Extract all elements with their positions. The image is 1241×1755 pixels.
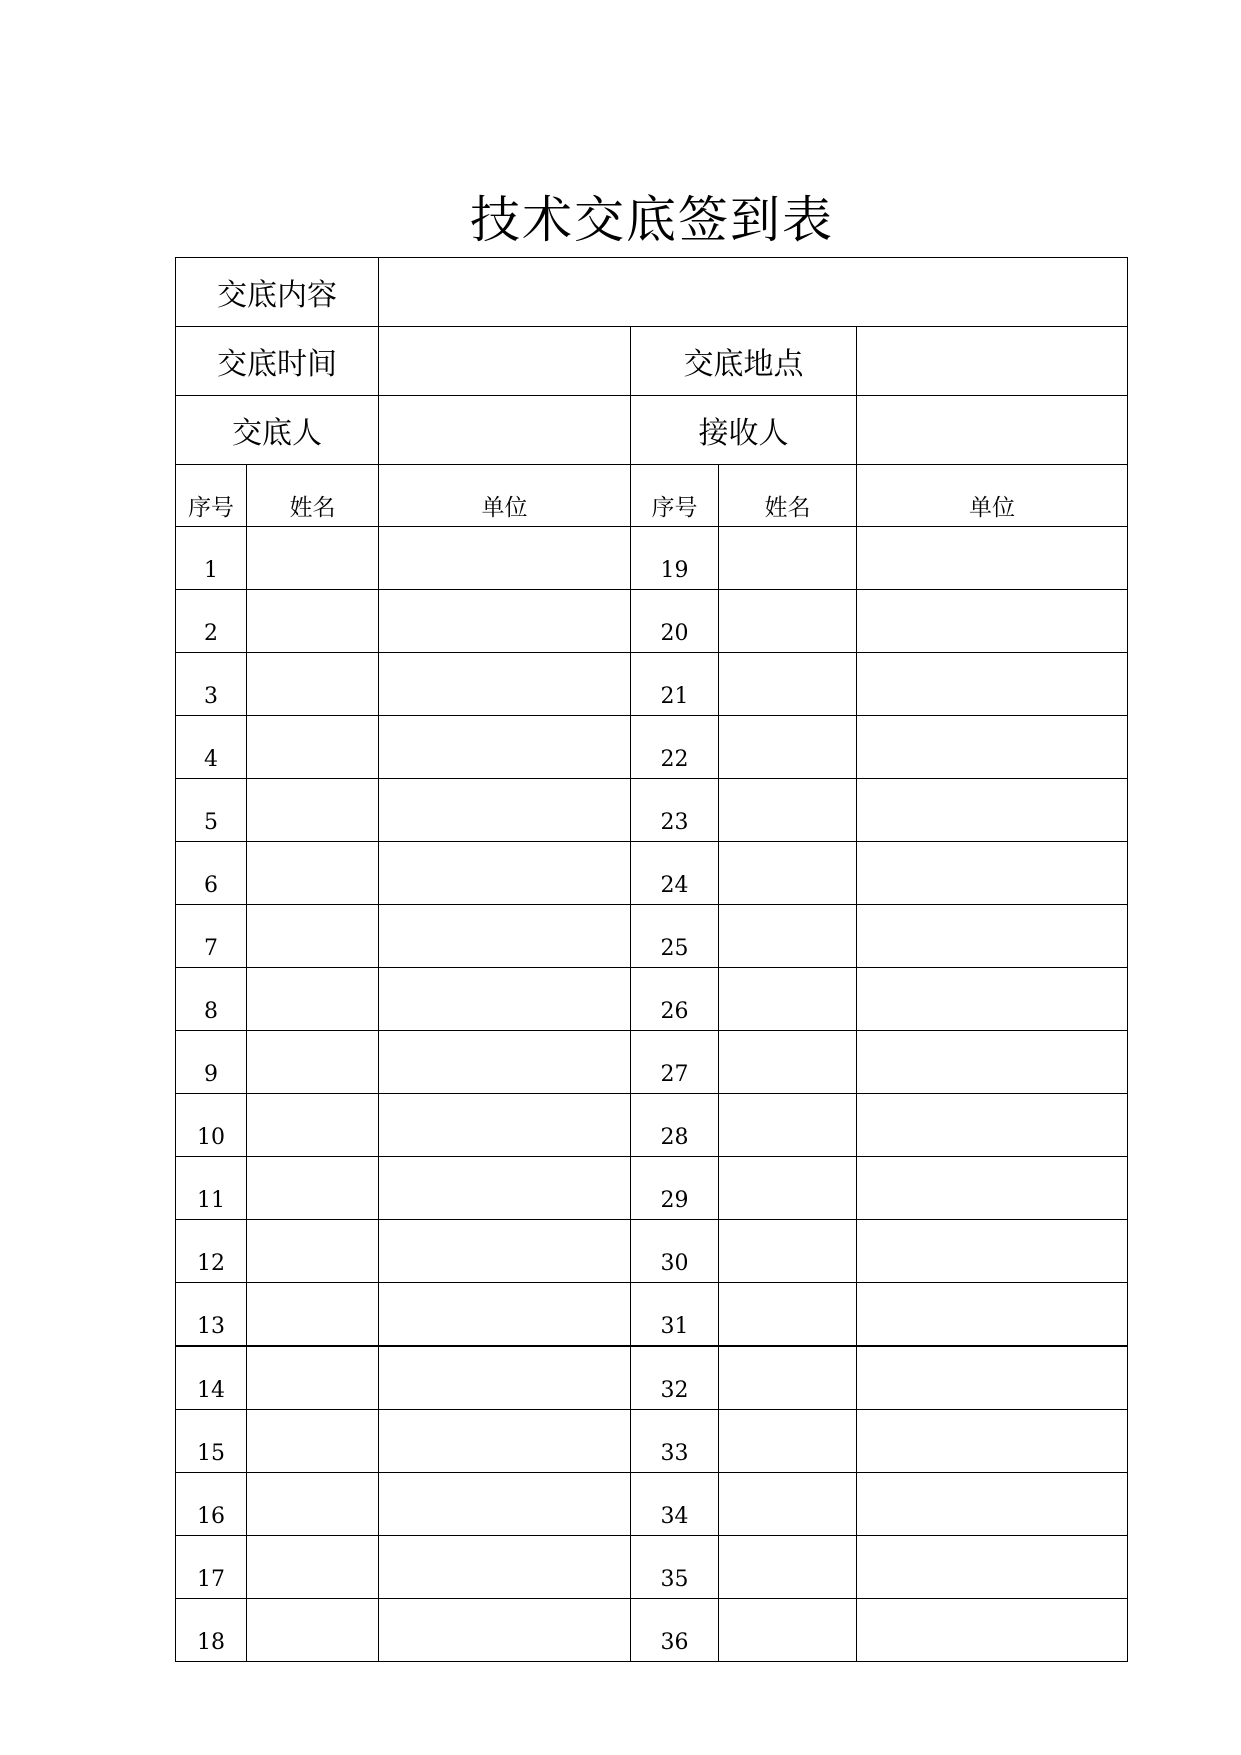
right-name-cell[interactable] (719, 590, 857, 653)
left-name-cell[interactable] (247, 1599, 379, 1662)
left-name-cell[interactable] (247, 1031, 379, 1094)
presenter-field[interactable] (379, 396, 631, 465)
right-unit-cell[interactable] (857, 1031, 1128, 1094)
column-header-row (176, 465, 1128, 527)
right-number-cell: 36 (631, 1599, 719, 1662)
table-row (176, 1220, 1128, 1283)
left-name-cell[interactable] (247, 1283, 379, 1347)
table-row (176, 905, 1128, 968)
right-unit-cell[interactable] (857, 590, 1128, 653)
table-row (176, 1094, 1128, 1157)
left-number-cell: 3 (176, 653, 247, 716)
right-unit-cell[interactable] (857, 1410, 1128, 1473)
left-number-cell: 1 (176, 527, 247, 590)
left-unit-cell[interactable] (379, 716, 631, 779)
content-field[interactable] (379, 258, 1128, 327)
right-number-cell: 29 (631, 1157, 719, 1220)
table-row (176, 1157, 1128, 1220)
left-number-cell: 10 (176, 1094, 247, 1157)
left-number-cell: 13 (176, 1283, 247, 1347)
left-number-cell: 18 (176, 1599, 247, 1662)
left-name-cell[interactable] (247, 1410, 379, 1473)
right-name-cell[interactable] (719, 1346, 857, 1410)
left-number-cell: 11 (176, 1157, 247, 1220)
left-number-cell: 17 (176, 1536, 247, 1599)
table-row (176, 1473, 1128, 1536)
left-unit-cell[interactable] (379, 968, 631, 1031)
left-name-cell[interactable] (247, 842, 379, 905)
right-number-cell: 30 (631, 1220, 719, 1283)
left-unit-cell[interactable] (379, 779, 631, 842)
left-number-cell: 14 (176, 1346, 247, 1410)
left-number-cell: 16 (176, 1473, 247, 1536)
left-name-cell[interactable] (247, 1157, 379, 1220)
right-number-cell: 20 (631, 590, 719, 653)
left-unit-cell[interactable] (379, 590, 631, 653)
right-unit-cell[interactable] (857, 1094, 1128, 1157)
receiver-label: 接收人 (631, 396, 857, 465)
right-number-cell: 33 (631, 1410, 719, 1473)
right-unit-cell[interactable] (857, 1536, 1128, 1599)
right-name-cell[interactable] (719, 1473, 857, 1536)
header-left-unit: 单位 (379, 465, 631, 527)
content-label: 交底内容 (176, 258, 379, 327)
left-unit-cell[interactable] (379, 1473, 631, 1536)
table-row (176, 1599, 1128, 1662)
left-unit-cell[interactable] (379, 1283, 631, 1347)
table-row (176, 779, 1128, 842)
table-row (176, 1283, 1128, 1347)
left-name-cell[interactable] (247, 716, 379, 779)
right-number-cell: 26 (631, 968, 719, 1031)
header-right-unit: 单位 (857, 465, 1128, 527)
left-name-cell[interactable] (247, 1473, 379, 1536)
left-unit-cell[interactable] (379, 1410, 631, 1473)
right-number-cell: 23 (631, 779, 719, 842)
right-unit-cell[interactable] (857, 527, 1128, 590)
right-number-cell: 24 (631, 842, 719, 905)
right-name-cell[interactable] (719, 653, 857, 716)
right-number-cell: 27 (631, 1031, 719, 1094)
header-right-no: 序号 (631, 465, 719, 527)
table-row (176, 716, 1128, 779)
left-name-cell[interactable] (247, 968, 379, 1031)
left-number-cell: 9 (176, 1031, 247, 1094)
right-name-cell[interactable] (719, 1157, 857, 1220)
right-unit-cell[interactable] (857, 1599, 1128, 1662)
left-unit-cell[interactable] (379, 842, 631, 905)
right-unit-cell[interactable] (857, 1473, 1128, 1536)
table-row (176, 1536, 1128, 1599)
right-name-cell[interactable] (719, 716, 857, 779)
left-name-cell[interactable] (247, 590, 379, 653)
right-number-cell: 21 (631, 653, 719, 716)
place-label: 交底地点 (631, 327, 857, 396)
left-number-cell: 7 (176, 905, 247, 968)
right-name-cell[interactable] (719, 905, 857, 968)
right-number-cell: 35 (631, 1536, 719, 1599)
right-number-cell: 31 (631, 1283, 719, 1347)
right-unit-cell[interactable] (857, 968, 1128, 1031)
right-number-cell: 28 (631, 1094, 719, 1157)
left-name-cell[interactable] (247, 905, 379, 968)
table-row (176, 653, 1128, 716)
left-number-cell: 6 (176, 842, 247, 905)
content-row (176, 258, 1128, 327)
left-unit-cell[interactable] (379, 1031, 631, 1094)
presenter-label: 交底人 (176, 396, 379, 465)
left-name-cell[interactable] (247, 1220, 379, 1283)
right-number-cell: 34 (631, 1473, 719, 1536)
right-unit-cell[interactable] (857, 1346, 1128, 1410)
header-right-name: 姓名 (719, 465, 857, 527)
right-name-cell[interactable] (719, 1094, 857, 1157)
table-row (176, 968, 1128, 1031)
right-name-cell[interactable] (719, 1220, 857, 1283)
right-number-cell: 25 (631, 905, 719, 968)
left-name-cell[interactable] (247, 1346, 379, 1410)
table-row (176, 527, 1128, 590)
left-unit-cell[interactable] (379, 1536, 631, 1599)
left-name-cell[interactable] (247, 1094, 379, 1157)
left-number-cell: 2 (176, 590, 247, 653)
right-name-cell[interactable] (719, 1410, 857, 1473)
left-unit-cell[interactable] (379, 1157, 631, 1220)
left-name-cell[interactable] (247, 653, 379, 716)
right-name-cell[interactable] (719, 968, 857, 1031)
right-number-cell: 22 (631, 716, 719, 779)
header-left-name: 姓名 (247, 465, 379, 527)
left-unit-cell[interactable] (379, 1346, 631, 1410)
left-number-cell: 15 (176, 1410, 247, 1473)
table-row (176, 1031, 1128, 1094)
time-place-row (176, 327, 1128, 396)
left-number-cell: 5 (176, 779, 247, 842)
sign-in-table (175, 257, 1128, 1662)
right-number-cell: 19 (631, 527, 719, 590)
left-unit-cell[interactable] (379, 1094, 631, 1157)
left-number-cell: 4 (176, 716, 247, 779)
right-name-cell[interactable] (719, 1283, 857, 1347)
right-unit-cell[interactable] (857, 1220, 1128, 1283)
receiver-field[interactable] (857, 396, 1128, 465)
left-number-cell: 8 (176, 968, 247, 1031)
left-unit-cell[interactable] (379, 653, 631, 716)
left-name-cell[interactable] (247, 527, 379, 590)
page-title: 技术交底签到表 (470, 191, 834, 249)
presenter-receiver-row (176, 396, 1128, 465)
table-row (176, 1346, 1128, 1410)
right-unit-cell[interactable] (857, 842, 1128, 905)
right-name-cell[interactable] (719, 527, 857, 590)
left-unit-cell[interactable] (379, 1220, 631, 1283)
header-left-no: 序号 (176, 465, 247, 527)
right-name-cell[interactable] (719, 842, 857, 905)
right-name-cell[interactable] (719, 1536, 857, 1599)
left-number-cell: 12 (176, 1220, 247, 1283)
left-unit-cell[interactable] (379, 1599, 631, 1662)
right-name-cell[interactable] (719, 1031, 857, 1094)
right-name-cell[interactable] (719, 1599, 857, 1662)
time-field[interactable] (379, 327, 631, 396)
left-unit-cell[interactable] (379, 527, 631, 590)
right-unit-cell[interactable] (857, 716, 1128, 779)
right-unit-cell[interactable] (857, 905, 1128, 968)
right-unit-cell[interactable] (857, 1283, 1128, 1347)
right-unit-cell[interactable] (857, 653, 1128, 716)
right-unit-cell[interactable] (857, 1157, 1128, 1220)
left-unit-cell[interactable] (379, 905, 631, 968)
table-row (176, 1410, 1128, 1473)
table-row (176, 590, 1128, 653)
left-name-cell[interactable] (247, 1536, 379, 1599)
right-name-cell[interactable] (719, 779, 857, 842)
time-label: 交底时间 (176, 327, 379, 396)
place-field[interactable] (857, 327, 1128, 396)
right-number-cell: 32 (631, 1346, 719, 1410)
table-row (176, 842, 1128, 905)
left-name-cell[interactable] (247, 779, 379, 842)
right-unit-cell[interactable] (857, 779, 1128, 842)
